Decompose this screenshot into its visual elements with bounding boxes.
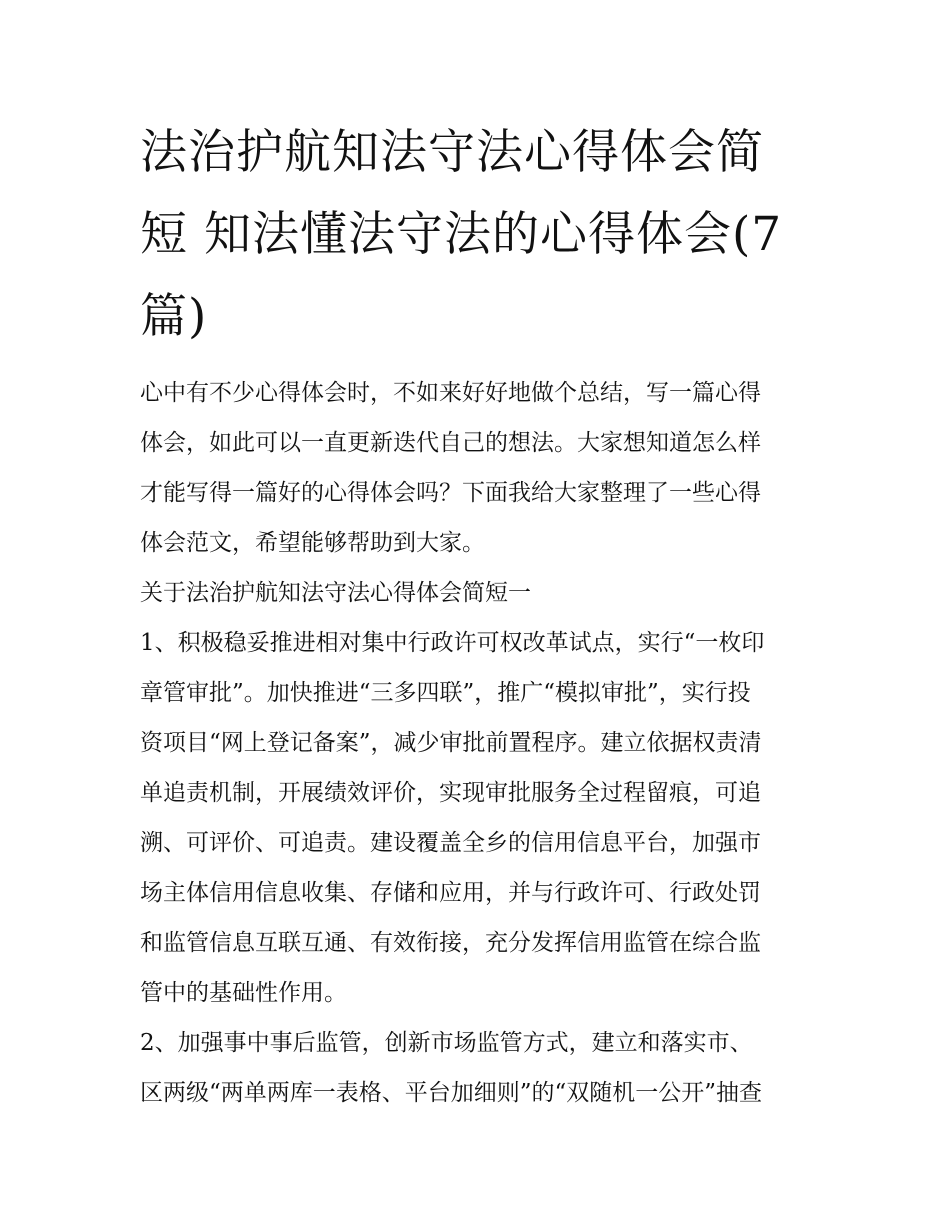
title-line: 篇) (140, 289, 208, 344)
text-line: 资项目“网上登记备案”，减少审批前置程序。建立依据权责清 (140, 730, 762, 756)
text-line: 体会，如此可以一直更新迭代自己的想法。大家想知道怎么样 (140, 430, 761, 456)
text-line: 溯、可评价、可追责。建设覆盖全乡的信用信息平台，加强市 (140, 830, 761, 856)
text-line: 管中的基础性作用。 (140, 980, 347, 1006)
text-line: 心中有不少心得体会时，不如来好好地做个总结，写一篇心得 (140, 380, 761, 406)
title-line: 法治护航知法守法心得体会简 (140, 125, 764, 180)
text-line: 场主体信用信息收集、存储和应用，并与行政许可、行政处罚 (140, 880, 761, 906)
text-line: 区两级“两单两库一表格、平台加细则”的“双随机一公开”抽查 (140, 1080, 763, 1106)
text-line: 才能写得一篇好的心得体会吗？下面我给大家整理了一些心得 (140, 480, 761, 506)
item-2-paragraph (140, 1018, 812, 1118)
text-line: 关于法治护航知法守法心得体会简短一 (140, 580, 531, 606)
document-title (140, 112, 812, 358)
title-line: 短 知法懂法守法的心得体会(7 (140, 207, 783, 262)
item-1-paragraph (140, 618, 812, 1018)
text-line: 章管审批”。加快推进“三多四联”，推广“模拟审批”，实行投 (140, 680, 751, 706)
text-line: 体会范文，希望能够帮助到大家。 (140, 530, 485, 556)
intro-paragraph (140, 368, 812, 568)
text-line: 2、加强事中事后监管，创新市场监管方式，建立和落实市、 (140, 1030, 753, 1056)
text-line: 1、积极稳妥推进相对集中行政许可权改革试点，实行“一枚印 (140, 630, 765, 656)
document-page (140, 112, 812, 1118)
text-line: 和监管信息互联互通、有效衔接，充分发挥信用监管在综合监 (140, 930, 761, 956)
text-line: 单追责机制，开展绩效评价，实现审批服务全过程留痕，可追 (140, 780, 761, 806)
section-heading (140, 568, 812, 618)
